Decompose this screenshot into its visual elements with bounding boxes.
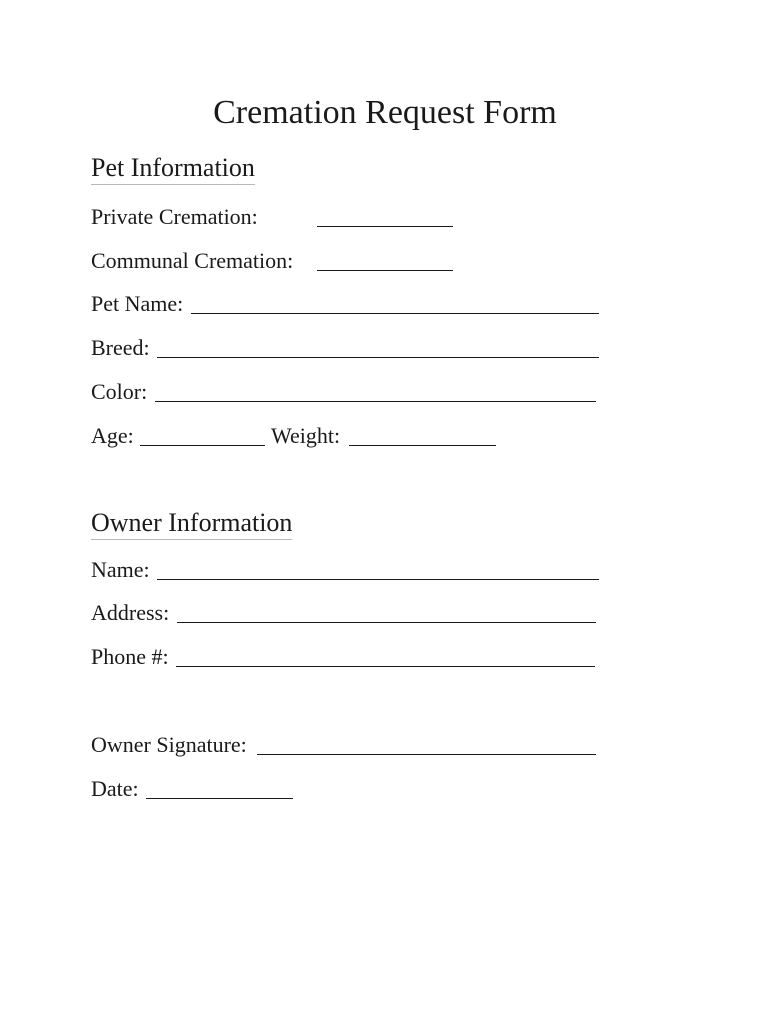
- color-field[interactable]: [155, 401, 596, 402]
- owner-name-row: [91, 556, 611, 584]
- weight-label: Weight:: [271, 423, 341, 448]
- owner-information-heading: Owner Information: [91, 508, 292, 540]
- weight-field[interactable]: [349, 445, 496, 446]
- age-label: Age:: [91, 423, 134, 448]
- communal-cremation-label: Communal Cremation:: [91, 248, 294, 273]
- address-field[interactable]: [177, 622, 596, 623]
- form-title: Cremation Request Form: [213, 94, 557, 131]
- date-field[interactable]: [146, 798, 293, 799]
- age-field[interactable]: [140, 445, 265, 446]
- communal-cremation-row: [91, 247, 491, 275]
- private-cremation-label: Private Cremation:: [91, 204, 258, 229]
- breed-field[interactable]: [157, 357, 599, 358]
- owner-name-label: Name:: [91, 557, 150, 582]
- pet-name-row: [91, 290, 611, 318]
- breed-label: Breed:: [91, 335, 150, 360]
- pet-name-field[interactable]: [191, 313, 599, 314]
- color-row: [91, 378, 611, 406]
- private-cremation-row: [91, 203, 491, 231]
- date-label: Date:: [91, 776, 139, 801]
- pet-name-label: Pet Name:: [91, 291, 184, 316]
- private-cremation-field[interactable]: [317, 226, 453, 227]
- color-label: Color:: [91, 379, 148, 404]
- owner-name-field[interactable]: [157, 579, 599, 580]
- phone-label: Phone #:: [91, 644, 169, 669]
- address-row: [91, 599, 611, 627]
- pet-information-heading: Pet Information: [91, 153, 255, 185]
- communal-cremation-field[interactable]: [317, 270, 453, 271]
- date-row: [91, 775, 611, 803]
- owner-signature-field[interactable]: [257, 754, 596, 755]
- address-label: Address:: [91, 600, 170, 625]
- age-weight-row: [91, 422, 611, 450]
- owner-signature-row: [91, 731, 611, 759]
- owner-signature-label: Owner Signature:: [91, 732, 247, 757]
- breed-row: [91, 334, 611, 362]
- phone-field[interactable]: [176, 666, 595, 667]
- phone-row: [91, 643, 611, 671]
